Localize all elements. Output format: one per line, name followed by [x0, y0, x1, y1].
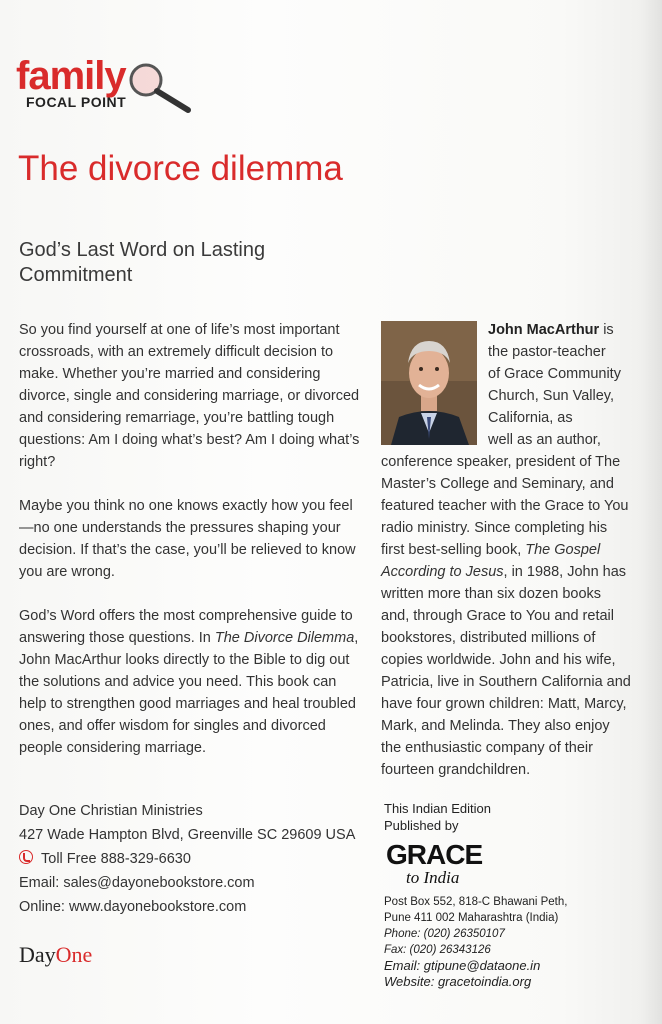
grace-to-india-logo — [386, 839, 483, 890]
contact-address: 427 Wade Hampton Blvd, Greenville SC 29609 USA — [19, 827, 356, 843]
bio-rest — [381, 451, 633, 781]
address-line-2: Pune 411 002 Maharashtra (India) — [384, 912, 559, 924]
bio-line-3: of Grace Community — [488, 366, 621, 382]
description — [19, 319, 364, 781]
logo-word: family — [16, 54, 126, 98]
address-website: Website: gracetoindia.org — [384, 974, 532, 989]
bio-rest-start: conference speaker, president of The Master’s College and Seminary, and featured teacher with the Grace to You radio ministry. Since completing his first best-selling book, — [381, 454, 629, 558]
page-edge-shadow — [640, 0, 662, 1024]
p3-text-end: , John MacArthur looks directly to the Bible to dig out the solutions and advice you need. This book can help to strengthen good marriages and heal troubled ones, and offer wisdom for singles and divorced people considering marriage. — [19, 630, 359, 756]
bio-line-1 — [381, 319, 633, 341]
contact-online: Online: www.dayonebookstore.com — [19, 899, 247, 915]
bio-rest-end: , in 1988, John has written more than six dozen books and, through Grace to You and retail bookstores, distributed millions of copies worldwide. John and his wife, Patricia, live in Southern California and have four grown children: Matt, Marcy, Mark, and Melinda. They also enjoy the enthusiastic company of their fourteen grandchildren. — [381, 564, 631, 778]
dayone-one: One — [55, 942, 93, 967]
magnifying-glass-icon — [116, 58, 196, 118]
address-email: Email: gtipune@dataone.in — [384, 958, 541, 973]
dayone-day: Day — [19, 942, 56, 967]
book-subtitle: God’s Last Word on Lasting Commitment — [19, 239, 266, 286]
phone-icon — [19, 850, 33, 864]
bio-line-5: California, as — [488, 410, 573, 426]
p3-book-title: The Divorce Dilemma — [214, 630, 355, 646]
address-phone: Phone: (020) 26350107 — [384, 928, 505, 940]
author-bio — [381, 319, 633, 781]
bio-line-4: Church, Sun Valley, — [488, 388, 614, 404]
edition-line-1: This Indian Edition — [384, 801, 491, 816]
book-title: The divorce dilemma — [18, 149, 343, 188]
bio-book-title: The Gospel According to Jesus — [381, 542, 601, 580]
dayone-logo — [19, 942, 92, 968]
contact-org: Day One Christian Ministries — [19, 803, 203, 819]
address-line-1: Post Box 552, 818-C Bhawani Peth, — [384, 896, 568, 908]
description-paragraph-2: Maybe you think no one knows exactly how you feel—no one understands the pressures shaping your decision. If that’s the case, you’ll be relieved to know you are wrong. — [19, 498, 356, 580]
family-focal-point-logo — [16, 56, 186, 122]
contact-phone: Toll Free 888-329-6630 — [41, 851, 191, 867]
publisher-contact — [19, 799, 364, 919]
grace-logo-sub: to India — [406, 868, 460, 887]
logo-subtitle: FOCAL POINT — [26, 94, 127, 110]
p3-text-start: God’s Word offers the most comprehensive guide to answering those questions. In — [19, 608, 353, 646]
address-fax: Fax: (020) 26343126 — [384, 944, 491, 956]
bio-line-6: well as an author, — [488, 432, 601, 448]
bio-line-2: the pastor-teacher — [488, 344, 606, 360]
indian-edition-note — [384, 800, 644, 834]
grace-logo-word: GRACE — [386, 839, 483, 870]
contact-email: Email: sales@dayonebookstore.com — [19, 875, 255, 891]
author-name: John MacArthur — [488, 322, 600, 338]
bio-line-1-text: is — [599, 322, 614, 338]
edition-line-2: Published by — [384, 818, 459, 833]
description-paragraph-3 — [19, 605, 364, 759]
description-paragraph-1: So you find yourself at one of life’s most important crossroads, with an extremely difficult decision to make. Whether you’re married and considering divorce, single and considering marriage, or divorced and considering remarriage, you’re battling tough questions: Am I doing what’s best? Am I doing what’s right? — [19, 322, 360, 470]
india-address — [384, 894, 644, 990]
contact-phone-row — [19, 847, 364, 871]
